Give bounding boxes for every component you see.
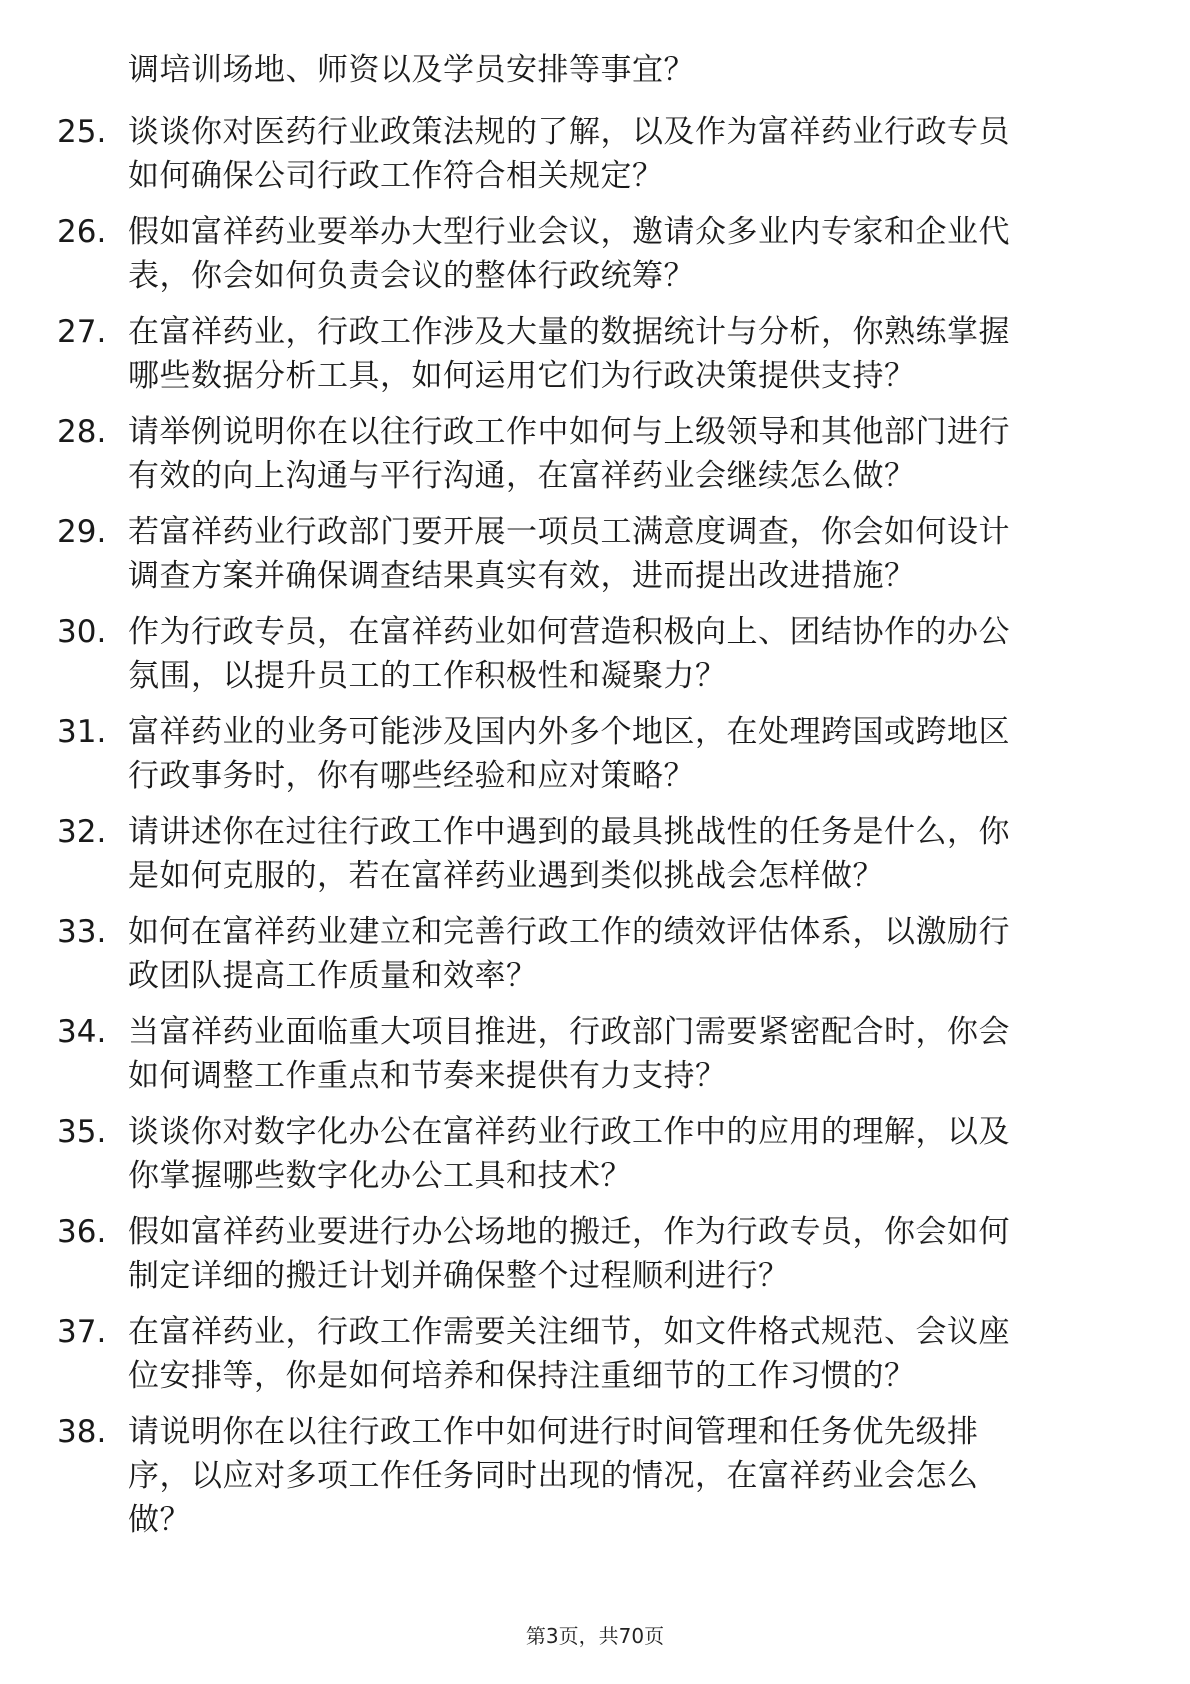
- question-text-line: 做？: [128, 1502, 191, 1538]
- question-text-line: 请讲述你在过往行政工作中遇到的最具挑战性的任务是什么，你: [128, 814, 1010, 850]
- question-text-line: 谈谈你对数字化办公在富祥药业行政工作中的应用的理解，以及: [128, 1114, 1010, 1150]
- question-text: [128, 610, 1118, 698]
- question-text-line: 氛围，以提升员工的工作积极性和凝聚力？: [128, 658, 727, 694]
- question-text-line: 如何确保公司行政工作符合相关规定？: [128, 158, 664, 194]
- question-item: [0, 710, 1190, 798]
- question-item: [0, 510, 1190, 598]
- question-text-line: 富祥药业的业务可能涉及国内外多个地区，在处理跨国或跨地区: [128, 714, 1010, 750]
- question-text-line: 表，你会如何负责会议的整体行政统筹？: [128, 258, 695, 294]
- question-text-line: 若富祥药业行政部门要开展一项员工满意度调查，你会如何设计: [128, 514, 1010, 550]
- question-text: [128, 1410, 1118, 1542]
- question-text: [128, 710, 1118, 798]
- question-item: [0, 110, 1190, 198]
- question-number: 31.: [57, 714, 107, 750]
- question-text-line: 有效的向上沟通与平行沟通，在富祥药业会继续怎么做？: [128, 458, 916, 494]
- question-text-line: 调查方案并确保调查结果真实有效，进而提出改进措施？: [128, 558, 916, 594]
- question-item: [0, 1310, 1190, 1398]
- question-text-line: 如何在富祥药业建立和完善行政工作的绩效评估体系，以激励行: [128, 914, 1010, 950]
- question-number: 33.: [57, 914, 107, 950]
- page-footer: 第3页，共70页: [525, 1624, 665, 1648]
- question-text-line: 位安排等，你是如何培养和保持注重细节的工作习惯的？: [128, 1358, 916, 1394]
- question-item: [0, 1010, 1190, 1098]
- continuation-text: 调培训场地、师资以及学员安排等事宜？: [128, 52, 695, 88]
- question-text: [128, 1010, 1118, 1098]
- question-list: [0, 110, 1190, 1554]
- question-text: [128, 910, 1118, 998]
- question-text-line: 序，以应对多项工作任务同时出现的情况，在富祥药业会怎么: [128, 1458, 979, 1494]
- question-number: 32.: [57, 814, 107, 850]
- question-text: [128, 110, 1118, 198]
- question-text-line: 请说明你在以往行政工作中如何进行时间管理和任务优先级排: [128, 1414, 979, 1450]
- question-item: [0, 1410, 1190, 1542]
- question-text-line: 制定详细的搬迁计划并确保整个过程顺利进行？: [128, 1258, 790, 1294]
- question-number: 30.: [57, 614, 107, 650]
- question-item: [0, 610, 1190, 698]
- question-text-line: 如何调整工作重点和节奏来提供有力支持？: [128, 1058, 727, 1094]
- question-item: [0, 910, 1190, 998]
- question-text: [128, 1310, 1118, 1398]
- question-text: [128, 210, 1118, 298]
- question-number: 29.: [57, 514, 107, 550]
- question-text: [128, 810, 1118, 898]
- question-item: [0, 410, 1190, 498]
- question-item: [0, 310, 1190, 398]
- question-text-line: 你掌握哪些数字化办公工具和技术？: [128, 1158, 632, 1194]
- question-number: 36.: [57, 1214, 107, 1250]
- question-text-line: 假如富祥药业要举办大型行业会议，邀请众多业内专家和企业代: [128, 214, 1010, 250]
- question-text-line: 在富祥药业，行政工作需要关注细节，如文件格式规范、会议座: [128, 1314, 1010, 1350]
- question-text: [128, 1210, 1118, 1298]
- question-text-line: 当富祥药业面临重大项目推进，行政部门需要紧密配合时，你会: [128, 1014, 1010, 1050]
- question-text: [128, 310, 1118, 398]
- question-number: 34.: [57, 1014, 107, 1050]
- question-text: [128, 1110, 1118, 1198]
- question-text: [128, 410, 1118, 498]
- question-number: 37.: [57, 1314, 107, 1350]
- question-text-line: 行政事务时，你有哪些经验和应对策略？: [128, 758, 695, 794]
- question-number: 38.: [57, 1414, 107, 1450]
- question-number: 25.: [57, 114, 107, 150]
- question-number: 35.: [57, 1114, 107, 1150]
- question-item: [0, 810, 1190, 898]
- question-text: [128, 510, 1118, 598]
- question-text-line: 谈谈你对医药行业政策法规的了解，以及作为富祥药业行政专员: [128, 114, 1010, 150]
- question-text-line: 政团队提高工作质量和效率？: [128, 958, 538, 994]
- question-text-line: 作为行政专员，在富祥药业如何营造积极向上、团结协作的办公: [128, 614, 1010, 650]
- question-item: [0, 1210, 1190, 1298]
- question-text-line: 假如富祥药业要进行办公场地的搬迁，作为行政专员，你会如何: [128, 1214, 1010, 1250]
- question-number: 27.: [57, 314, 107, 350]
- question-text-line: 请举例说明你在以往行政工作中如何与上级领导和其他部门进行: [128, 414, 1010, 450]
- question-item: [0, 210, 1190, 298]
- question-item: [0, 1110, 1190, 1198]
- question-number: 26.: [57, 214, 107, 250]
- question-text-line: 哪些数据分析工具，如何运用它们为行政决策提供支持？: [128, 358, 916, 394]
- question-text-line: 在富祥药业，行政工作涉及大量的数据统计与分析，你熟练掌握: [128, 314, 1010, 350]
- question-number: 28.: [57, 414, 107, 450]
- question-text-line: 是如何克服的，若在富祥药业遇到类似挑战会怎样做？: [128, 858, 884, 894]
